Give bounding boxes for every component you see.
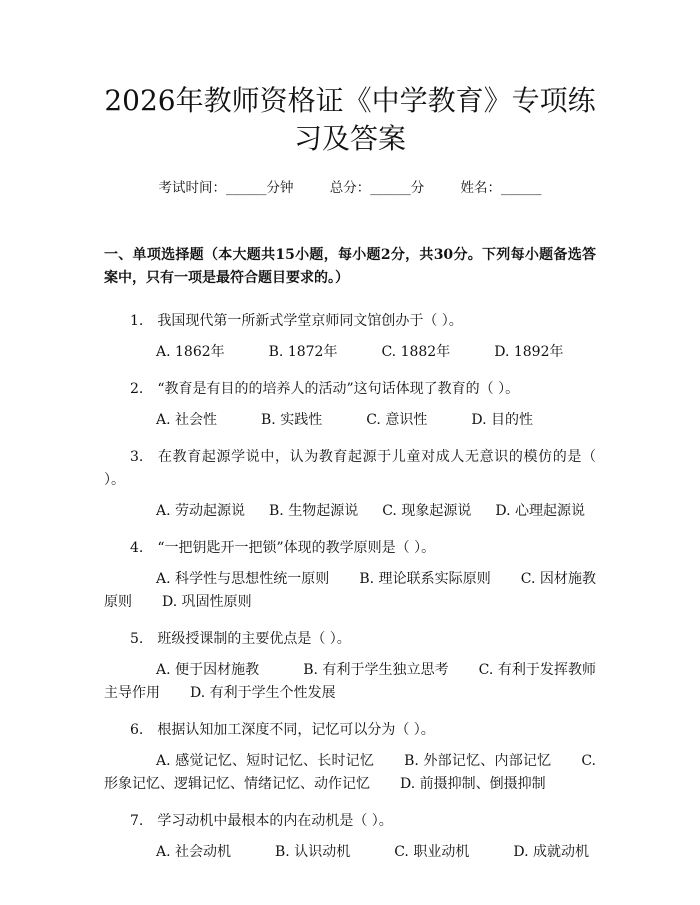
question-number: 5. (130, 631, 144, 647)
question-4 (104, 537, 596, 560)
option-a: A. 社会动机 (156, 844, 232, 860)
option-a: A. 科学性与思想性统一原则 (156, 571, 330, 587)
option-d: D. 前摄抑制、倒摄抑制 (400, 776, 546, 792)
question-text: 我国现代第一所新式学堂京师同文馆创办于（ ）。 (157, 313, 463, 329)
question-list (104, 310, 596, 864)
option-b: B. 认识动机 (275, 844, 351, 860)
document-title: 2026年教师资格证《中学教育》专项练习及答案 (104, 84, 596, 155)
option-d: D. 目的性 (471, 412, 533, 428)
option-b: B. 实践性 (261, 412, 323, 428)
question-1 (104, 310, 596, 333)
question-number: 6. (130, 722, 144, 738)
option-c: C. 职业动机 (394, 844, 470, 860)
question-2 (104, 378, 596, 401)
question-text: “一把钥匙开一把锁”体现的教学原则是（ ）。 (157, 540, 436, 556)
option-c: C. 因材施教原则 (104, 571, 596, 610)
total-score-field: 总分：______分 (329, 180, 425, 196)
question-7-options (104, 841, 596, 864)
question-5-options (104, 659, 596, 705)
option-b: B. 生物起源说 (269, 503, 359, 519)
question-1-options (104, 341, 596, 364)
option-a: A. 1862年 (156, 344, 225, 360)
option-b: B. 理论联系实际原则 (359, 571, 491, 587)
question-5 (104, 628, 596, 651)
name-field: 姓名：______ (460, 180, 542, 196)
option-c: C.形象记忆、逻辑记忆、情绪记忆、动作记忆 (104, 753, 596, 792)
question-6-options (104, 750, 596, 796)
question-6 (104, 719, 596, 742)
option-c: C. 1882年 (381, 344, 451, 360)
option-b: B. 有利于学生独立思考 (303, 662, 449, 678)
question-number: 7. (130, 813, 144, 829)
exam-meta (104, 176, 596, 196)
question-number: 4. (130, 540, 144, 556)
option-d: D. 巩固性原则 (162, 594, 252, 610)
option-b: B. 外部记忆、内部记忆 (404, 753, 552, 769)
question-number: 1. (130, 313, 144, 329)
option-a: A. 便于因材施教 (156, 662, 260, 678)
option-a: A. 感觉记忆、短时记忆、长时记忆 (156, 753, 375, 769)
option-a: A. 劳动起源说 (156, 503, 246, 519)
option-b: B. 1872年 (268, 344, 338, 360)
option-d: D. 心理起源说 (495, 503, 585, 519)
question-2-options (104, 409, 596, 432)
question-4-options (104, 568, 596, 614)
exam-time-field: 考试时间：______分钟 (158, 180, 294, 196)
option-d: D. 成就动机 (513, 844, 589, 860)
question-text: 学习动机中最根本的内在动机是（ ）。 (157, 813, 393, 829)
option-c: C. 意识性 (366, 412, 428, 428)
question-number: 3. (130, 449, 144, 465)
option-d: D. 1892年 (494, 344, 564, 360)
question-number: 2. (130, 381, 144, 397)
option-c: C. 有利于发挥教师主导作用 (104, 662, 596, 701)
option-d: D. 有利于学生个性发展 (190, 685, 336, 701)
question-3 (104, 446, 596, 492)
question-text: 在教育起源学说中，认为教育起源于儿童对成人无意识的模仿的是（ ）。 (104, 449, 596, 488)
option-c: C. 现象起源说 (382, 503, 472, 519)
question-text: 班级授课制的主要优点是（ ）。 (157, 631, 351, 647)
question-7 (104, 810, 596, 833)
question-text: “教育是有目的的培养人的活动”这句话体现了教育的（ ）。 (157, 381, 520, 397)
question-text: 根据认知加工深度不同，记忆可以分为（ ）。 (157, 722, 435, 738)
question-3-options (104, 500, 596, 523)
section-heading: 一、单项选择题（本大题共15小题，每小题2分，共30分。下列每小题备选答案中，只有一项是最符合题目要求的。） (104, 247, 596, 286)
option-a: A. 社会性 (156, 412, 218, 428)
